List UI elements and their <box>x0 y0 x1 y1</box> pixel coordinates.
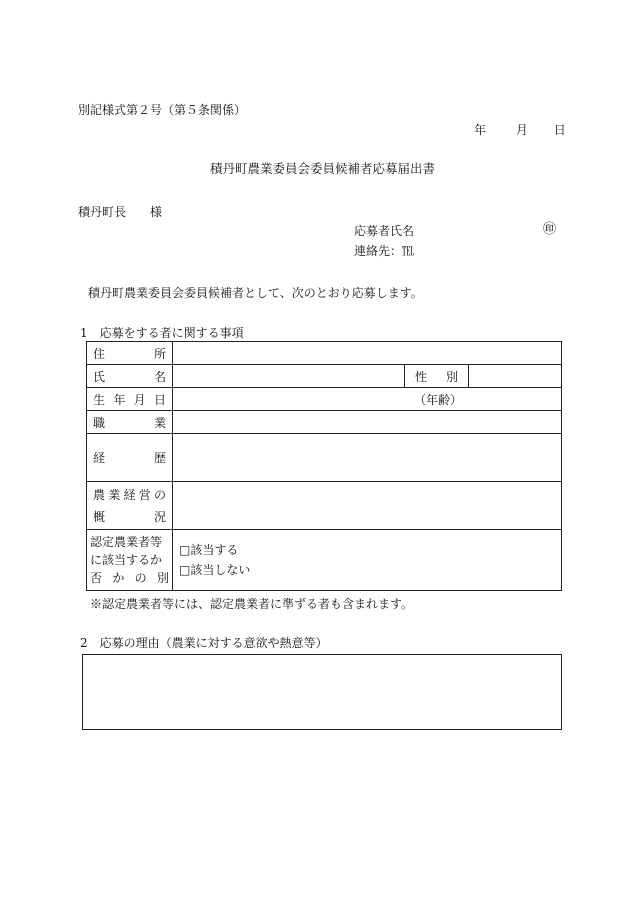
occupation-value[interactable] <box>173 411 562 434</box>
age-label: （年齢） <box>414 392 463 407</box>
table-row-occupation <box>87 411 562 434</box>
date-day: 日 <box>553 123 566 137</box>
document-title: 積丹町農業委員会委員候補者応募届出書 <box>210 161 436 176</box>
farm-label-char: 況 <box>153 509 166 524</box>
table-row-farm <box>87 482 562 530</box>
option-applicable-checkbox[interactable]: □該当する <box>179 543 239 557</box>
farm-label-char: 農 <box>93 487 106 502</box>
name-label-char: 名 <box>153 369 166 384</box>
table-row-certified <box>87 530 562 591</box>
table-row-name <box>87 365 562 388</box>
farm-label-char: 業 <box>108 487 121 502</box>
sex-value[interactable] <box>469 365 562 388</box>
occupation-label-char: 職 <box>93 415 106 430</box>
occupation-label-char: 業 <box>153 415 166 430</box>
certified-label-char: 別 <box>156 571 169 585</box>
birth-label-char: 日 <box>153 392 166 407</box>
certified-farmer-note: ※認定農業者等には、認定農業者に準ずる者も含まれます。 <box>90 597 414 611</box>
table-row-career <box>87 434 562 482</box>
career-label-char: 歴 <box>153 451 166 465</box>
address-label-char: 住 <box>93 346 106 361</box>
birth-label-char: 月 <box>133 392 146 407</box>
certified-label-line2: に該当するか <box>90 553 163 567</box>
farm-label-char: 営 <box>138 487 151 502</box>
name-label-char: 氏 <box>93 369 106 384</box>
certified-label-char: か <box>112 571 125 585</box>
certified-label-line3 <box>90 569 169 587</box>
applicant-name-label: 応募者氏名 <box>354 224 415 238</box>
option-not-applicable-checkbox[interactable]: □該当しない <box>179 563 251 577</box>
sex-label-char: 別 <box>445 369 458 384</box>
table-row-birth <box>87 388 562 411</box>
certified-label-char: 否 <box>90 571 103 585</box>
career-label-char: 経 <box>93 451 106 465</box>
date-year: 年 <box>474 123 487 137</box>
addressee: 積丹町長 様 <box>78 205 163 219</box>
section1-heading: 1 応募をする者に関する事項 <box>80 326 244 340</box>
farm-label-line1 <box>93 486 166 504</box>
farm-overview-label <box>87 482 173 530</box>
certified-farmer-label <box>87 530 173 591</box>
seal-mark: ㊞ <box>543 222 557 237</box>
address-value[interactable] <box>173 342 562 365</box>
date-month: 月 <box>515 123 528 137</box>
birth-value[interactable] <box>173 388 562 411</box>
intro-text: 積丹町農業委員会委員候補者として、次のとおり応募します。 <box>88 286 423 300</box>
sex-label-char: 性 <box>415 369 428 384</box>
date-line <box>474 124 566 136</box>
farm-label-char: の <box>153 487 166 502</box>
sex-label <box>405 365 469 388</box>
birth-label <box>87 388 173 411</box>
name-label <box>87 365 173 388</box>
section2-heading: 2 応募の理由（農業に対する意欲や熱意等） <box>80 636 328 650</box>
certified-label-line1: 認定農業者等 <box>90 535 163 549</box>
farm-label-char: 経 <box>123 487 136 502</box>
name-value[interactable] <box>173 365 405 388</box>
contact-label: 連絡先：℡ <box>354 244 415 258</box>
reason-box[interactable] <box>82 654 562 730</box>
certified-farmer-options <box>173 530 562 591</box>
table-row-address <box>87 342 562 365</box>
farm-label-char: 概 <box>93 509 106 524</box>
career-value[interactable] <box>173 434 562 482</box>
birth-label-char: 生 <box>93 392 106 407</box>
birth-label-char: 年 <box>113 392 126 407</box>
form-number: 別記様式第２号（第５条関係） <box>78 103 247 117</box>
occupation-label <box>87 411 173 434</box>
farm-overview-value[interactable] <box>173 482 562 530</box>
address-label <box>87 342 173 365</box>
address-label-char: 所 <box>153 346 166 361</box>
applicant-info-table <box>86 341 562 591</box>
career-label <box>87 434 173 482</box>
farm-label-line2 <box>93 508 166 526</box>
certified-label-char: の <box>134 571 147 585</box>
